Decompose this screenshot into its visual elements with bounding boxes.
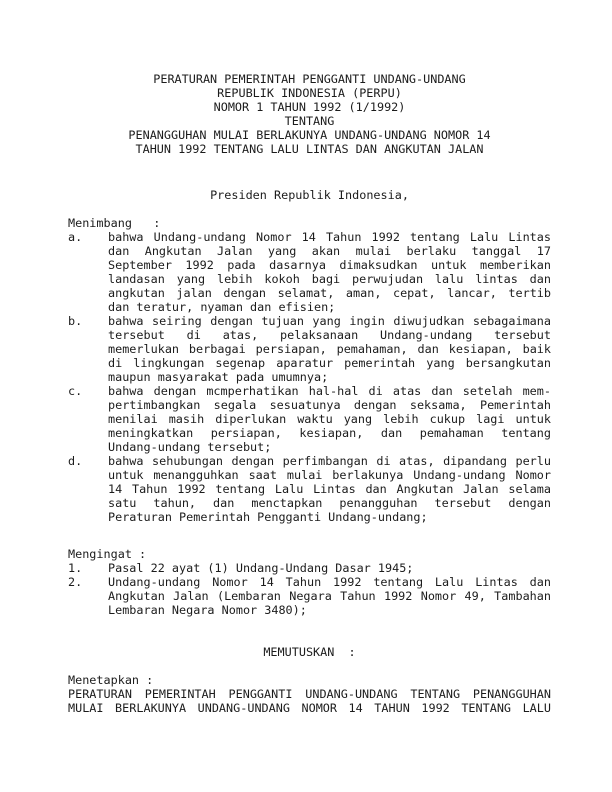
item-text — [108, 575, 551, 617]
item-marker: c. — [68, 384, 83, 398]
item-marker: d. — [68, 454, 83, 468]
item-line: landasan yang lebih kokoh bagi perwujudan lalu lintas dan — [108, 272, 551, 286]
item-line: Undang-undang tersebut; — [108, 440, 272, 454]
section-label-mengingat: Mengingat : — [68, 547, 147, 561]
item-marker: 1. — [68, 561, 83, 575]
enactment-line: MULAI BERLAKUNYA UNDANG-UNDANG NOMOR 14 TAHUN 1992 TENTANG LALU — [68, 701, 551, 715]
title-line: PENANGGUHAN MULAI BERLAKUNYA UNDANG-UNDANG NOMOR 14 — [128, 128, 491, 142]
item-marker: a. — [68, 230, 83, 244]
item-line: Undang-undang Nomor 14 Tahun 1992 tentang Lalu Lintas dan — [108, 575, 551, 589]
item-line: Pasal 22 ayat (1) Undang-Undang Dasar 1945; — [108, 561, 414, 575]
item-line: dan teratur, nyaman dan efisien; — [108, 300, 336, 314]
item-text — [108, 561, 551, 575]
item-line: angkutan jalan dengan selamat, aman, cepat, lancar, tertib — [108, 286, 551, 300]
item-marker: 2. — [68, 575, 83, 589]
item-line: 14 Tahun 1992 tentang Lalu Lintas dan Angkutan Jalan selama — [108, 482, 551, 496]
item-marker: b. — [68, 314, 83, 328]
item-text — [108, 230, 551, 314]
item-line: dan Angkutan Jalan yang akan mulai berlaku tanggal 17 — [108, 244, 551, 258]
title-line: PERATURAN PEMERINTAH PENGGANTI UNDANG-UNDANG — [153, 72, 466, 86]
item-line: meningkatkan persiapan, kesiapan, dan pemahaman tentang — [108, 426, 551, 440]
item-line: satu tahun, dan menctapkan penangguhan tersebut dengan — [108, 496, 551, 510]
salutation-line: Presiden Republik Indonesia, — [210, 188, 409, 202]
item-line: bahwa dengan mcmperhatikan hal-hal di atas dan setelah mem- — [108, 384, 551, 398]
section-label-menimbang: Menimbang : — [68, 216, 161, 230]
consideration-item-a — [68, 230, 551, 314]
enactment-line: PERATURAN PEMERINTAH PENGGANTI UNDANG-UNDANG TENTANG PENANGGUHAN — [68, 687, 551, 701]
memutuskan-heading: MEMUTUSKAN : — [263, 645, 356, 659]
consideration-item-d — [68, 454, 551, 524]
item-line: bahwa sehubungan dengan perfimbangan di atas, dipandang perlu — [108, 454, 551, 468]
item-line: maupun masyarakat pada umumnya; — [108, 370, 329, 384]
title-line: TENTANG — [284, 114, 335, 128]
consideration-item-b — [68, 314, 551, 384]
item-line: pertimbangkan segala sesuatunya dengan seksama, Pemerintah — [108, 398, 551, 412]
enactment-text — [68, 687, 551, 715]
consideration-item-c — [68, 384, 551, 454]
item-line: Peraturan Pemerintah Pengganti Undang-undang; — [108, 510, 428, 524]
title-line: REPUBLIK INDONESIA (PERPU) — [217, 86, 402, 100]
item-line: Angkutan Jalan (Lembaran Negara Tahun 1992 Nomor 49, Tambahan — [108, 589, 551, 603]
item-line: Lembaran Negara Nomor 3480); — [108, 603, 307, 617]
item-text — [108, 384, 551, 454]
item-text — [108, 314, 551, 384]
item-line: untuk menangguhkan saat mulai berlakunya Undang-undang Nomor — [108, 468, 551, 482]
item-line: September 1992 pada dasarnya dimaksudkan untuk memberikan — [108, 258, 551, 272]
item-line: di lingkungan segenap aparatur pemerintah yang bersangkutan — [108, 356, 551, 370]
item-line: tersebut di atas, pelaksanaan Undang-undang tersebut — [108, 328, 551, 342]
item-line: menilai masih diperlukan waktu yang lebih cukup lagi untuk — [108, 412, 551, 426]
item-line: bahwa seiring dengan tujuan yang ingin diwujudkan sebagaimana — [108, 314, 551, 328]
item-text — [108, 454, 551, 524]
item-line: bahwa Undang-undang Nomor 14 Tahun 1992 tentang Lalu Lintas — [108, 230, 551, 244]
legal-basis-item-2 — [68, 575, 551, 617]
legal-basis-item-1 — [68, 561, 551, 575]
title-line: TAHUN 1992 TENTANG LALU LINTAS DAN ANGKUTAN JALAN — [135, 142, 484, 156]
item-line: memerlukan berbagai persiapan, pemahaman, dan kesiapan, baik — [108, 342, 551, 356]
section-label-menetapkan: Menetapkan : — [68, 673, 154, 687]
title-line: NOMOR 1 TAHUN 1992 (1/1992) — [213, 100, 406, 114]
document-title — [68, 72, 551, 156]
